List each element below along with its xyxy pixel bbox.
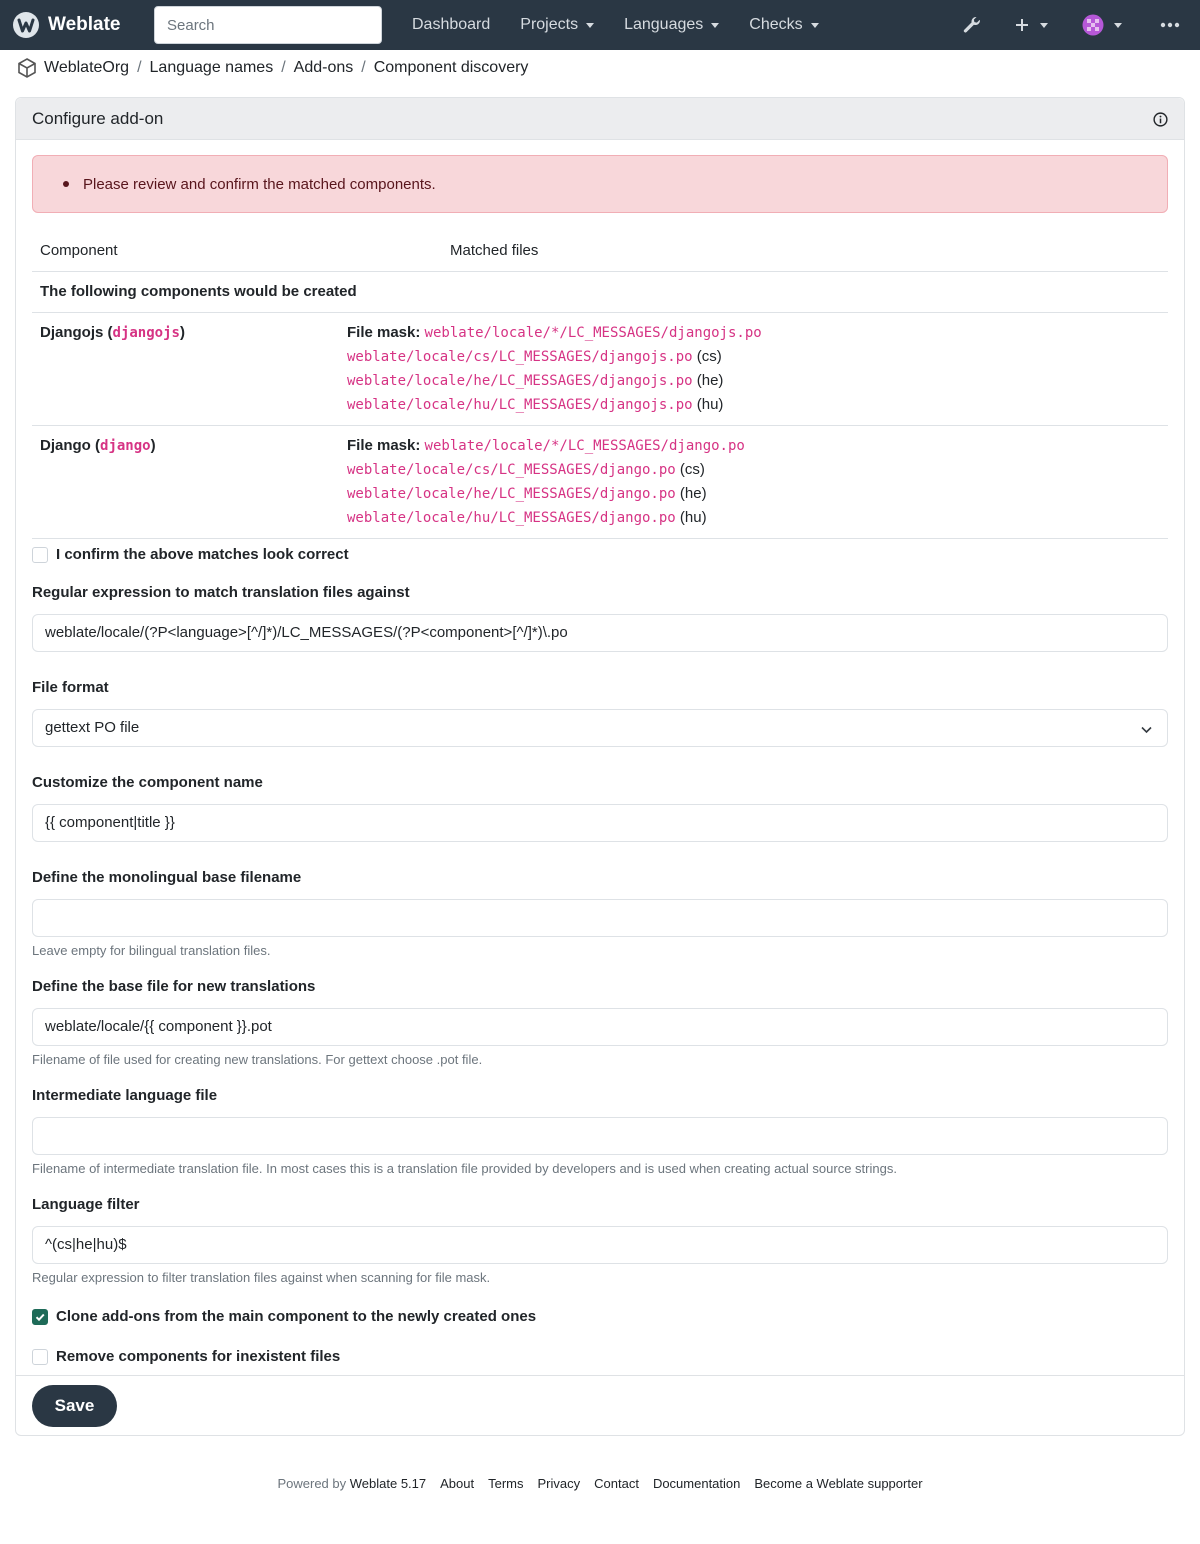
table-header-row	[32, 231, 1168, 271]
footer-link-supporter[interactable]: Become a Weblate supporter	[754, 1476, 923, 1491]
component-name: Djangojs (djangojs)	[40, 323, 185, 341]
field-language-filter	[32, 1196, 1168, 1285]
organization-icon	[16, 57, 38, 79]
breadcrumb	[0, 50, 1200, 86]
table-row	[32, 425, 1168, 538]
nav-checks-label: Checks	[749, 16, 803, 33]
remove-components-checkbox[interactable]	[32, 1349, 48, 1365]
caret-down-icon	[811, 23, 819, 28]
plus-icon	[1014, 17, 1030, 33]
brand[interactable]	[12, 11, 154, 39]
file-mask: weblate/locale/*/LC_MESSAGES/djangojs.po	[424, 324, 762, 341]
powered-by	[277, 1476, 426, 1491]
add-menu[interactable]	[1014, 17, 1048, 33]
field-file-format	[32, 679, 1168, 747]
footer-link-about[interactable]: About	[440, 1476, 475, 1491]
file-path: weblate/locale/he/LC_MESSAGES/djangojs.po	[347, 372, 693, 389]
field-label: Define the base file for new translations	[32, 977, 316, 995]
new-base-input[interactable]: weblate/locale/{{ component }}.pot	[32, 1008, 1168, 1046]
field-help: Filename of file used for creating new translations. For gettext choose .pot file.	[32, 1051, 483, 1067]
more-options-icon[interactable]	[1160, 22, 1180, 28]
field-base-file	[32, 869, 1168, 958]
field-label: Customize the component name	[32, 773, 263, 791]
file-mask-label: File mask:	[347, 436, 421, 454]
field-name-template	[32, 774, 1168, 842]
matched-files	[347, 434, 745, 530]
language-filter-input[interactable]: ^(cs|he|hu)$	[32, 1226, 1168, 1264]
chevron-down-icon	[1140, 723, 1153, 736]
user-menu[interactable]	[1082, 14, 1122, 36]
file-format-value: gettext PO file	[45, 719, 140, 736]
nav-projects-label: Projects	[520, 16, 579, 33]
top-navbar	[0, 0, 1200, 50]
caret-down-icon	[1114, 23, 1122, 28]
file-lang: (cs)	[679, 460, 705, 478]
wrench-icon[interactable]	[962, 15, 982, 35]
field-label: Language filter	[32, 1195, 140, 1213]
search-input[interactable]: Search	[154, 6, 382, 44]
nav-languages[interactable]	[609, 16, 734, 34]
file-path: weblate/locale/cs/LC_MESSAGES/django.po	[347, 461, 676, 478]
nav-projects[interactable]	[505, 16, 609, 34]
confirm-checkbox[interactable]	[32, 547, 48, 563]
remove-components-row[interactable]	[32, 1345, 1168, 1369]
info-icon[interactable]	[1153, 112, 1168, 127]
file-lang: (cs)	[696, 347, 722, 365]
confirm-checkbox-row[interactable]	[32, 543, 1168, 567]
field-help: Regular expression to filter translation files against when scanning for file mask.	[32, 1269, 491, 1285]
clone-addons-label: Clone add-ons from the main component to the newly created ones	[56, 1308, 537, 1325]
remove-components-label: Remove components for inexistent files	[56, 1348, 341, 1365]
field-regex	[32, 584, 1168, 652]
field-intermediate	[32, 1087, 1168, 1176]
file-lang: (he)	[679, 484, 707, 502]
field-label: Define the monolingual base filename	[32, 868, 302, 886]
nav-checks[interactable]	[734, 16, 833, 34]
matched-files	[347, 321, 762, 417]
matches-table	[32, 231, 1168, 539]
bullet-icon	[63, 181, 69, 187]
component-slug: djangojs	[112, 324, 180, 341]
card-title: Configure add-on	[32, 108, 164, 128]
alert-text: Please review and confirm the matched components.	[83, 175, 436, 193]
field-label: Regular expression to match translation files against	[32, 583, 410, 601]
caret-down-icon	[711, 23, 719, 28]
powered-by-prefix: Powered by	[277, 1476, 347, 1491]
field-label: File format	[32, 678, 109, 696]
save-button[interactable]: Save	[32, 1385, 117, 1427]
page-footer	[0, 1476, 1200, 1491]
component-label: Djangojs	[40, 323, 104, 341]
confirm-label: I confirm the above matches look correct	[56, 546, 349, 563]
nav-dashboard[interactable]	[397, 16, 505, 34]
file-mask-label: File mask:	[347, 323, 421, 341]
footer-link-documentation[interactable]: Documentation	[652, 1476, 741, 1491]
intermediate-input[interactable]	[32, 1117, 1168, 1155]
nav-right	[962, 0, 1180, 50]
brand-name: Weblate	[48, 14, 121, 35]
field-new-base	[32, 978, 1168, 1067]
breadcrumb-addons[interactable]: Add-ons	[293, 59, 354, 76]
file-lang: (he)	[696, 371, 724, 389]
main-nav	[397, 0, 834, 50]
component-label: Django	[40, 436, 91, 454]
breadcrumb-separator: /	[137, 59, 142, 76]
card-footer	[16, 1375, 1184, 1435]
footer-link-privacy[interactable]: Privacy	[537, 1476, 581, 1491]
component-slug: django	[100, 437, 151, 454]
column-header-matched-files: Matched files	[450, 231, 1168, 271]
breadcrumb-organization[interactable]: WeblateOrg	[44, 59, 130, 76]
column-header-component: Component	[32, 231, 450, 271]
file-path: weblate/locale/hu/LC_MESSAGES/django.po	[347, 509, 676, 526]
file-mask: weblate/locale/*/LC_MESSAGES/django.po	[424, 437, 745, 454]
file-path: weblate/locale/he/LC_MESSAGES/django.po	[347, 485, 676, 502]
card-header	[16, 98, 1184, 140]
section-title: The following components would be created	[32, 271, 1168, 312]
configure-addon-card	[15, 97, 1185, 1436]
field-help: Leave empty for bilingual translation files.	[32, 942, 271, 958]
alert-review	[32, 155, 1168, 213]
avatar-icon	[1082, 14, 1104, 36]
card-body	[32, 155, 1168, 1369]
breadcrumb-separator: /	[361, 59, 366, 76]
check-icon	[34, 1311, 46, 1323]
file-path: weblate/locale/hu/LC_MESSAGES/djangojs.po	[347, 396, 693, 413]
regex-input[interactable]: weblate/locale/(?P<language>[^/]*)/LC_MESSAGES/(?P<component>[^/]*)\.po	[32, 614, 1168, 652]
field-label: Intermediate language file	[32, 1086, 218, 1104]
weblate-logo-icon	[12, 11, 40, 39]
footer-link-terms[interactable]: Terms	[488, 1476, 524, 1491]
section-row	[32, 271, 1168, 312]
breadcrumb-separator: /	[281, 59, 286, 76]
file-lang: (hu)	[679, 508, 707, 526]
name-template-input[interactable]: {{ component|title }}	[32, 804, 1168, 842]
file-lang: (hu)	[696, 395, 724, 413]
caret-down-icon	[586, 23, 594, 28]
nav-languages-label: Languages	[624, 16, 704, 33]
breadcrumb-current[interactable]: Component discovery	[373, 59, 529, 76]
footer-version-link[interactable]: Weblate 5.17	[349, 1476, 427, 1491]
file-format-select[interactable]	[32, 709, 1168, 747]
breadcrumb-project[interactable]: Language names	[149, 59, 274, 76]
file-path: weblate/locale/cs/LC_MESSAGES/djangojs.po	[347, 348, 693, 365]
footer-link-contact[interactable]: Contact	[594, 1476, 639, 1491]
component-name: Django (django)	[40, 436, 156, 454]
clone-addons-checkbox[interactable]	[32, 1309, 48, 1325]
clone-addons-row[interactable]	[32, 1305, 1168, 1329]
caret-down-icon	[1040, 23, 1048, 28]
nav-dashboard-label: Dashboard	[412, 16, 491, 33]
table-row	[32, 312, 1168, 425]
field-help: Filename of intermediate translation file. In most cases this is a translation file provided by developers and is used when creating actual source strings.	[32, 1160, 897, 1176]
base-file-input[interactable]	[32, 899, 1168, 937]
